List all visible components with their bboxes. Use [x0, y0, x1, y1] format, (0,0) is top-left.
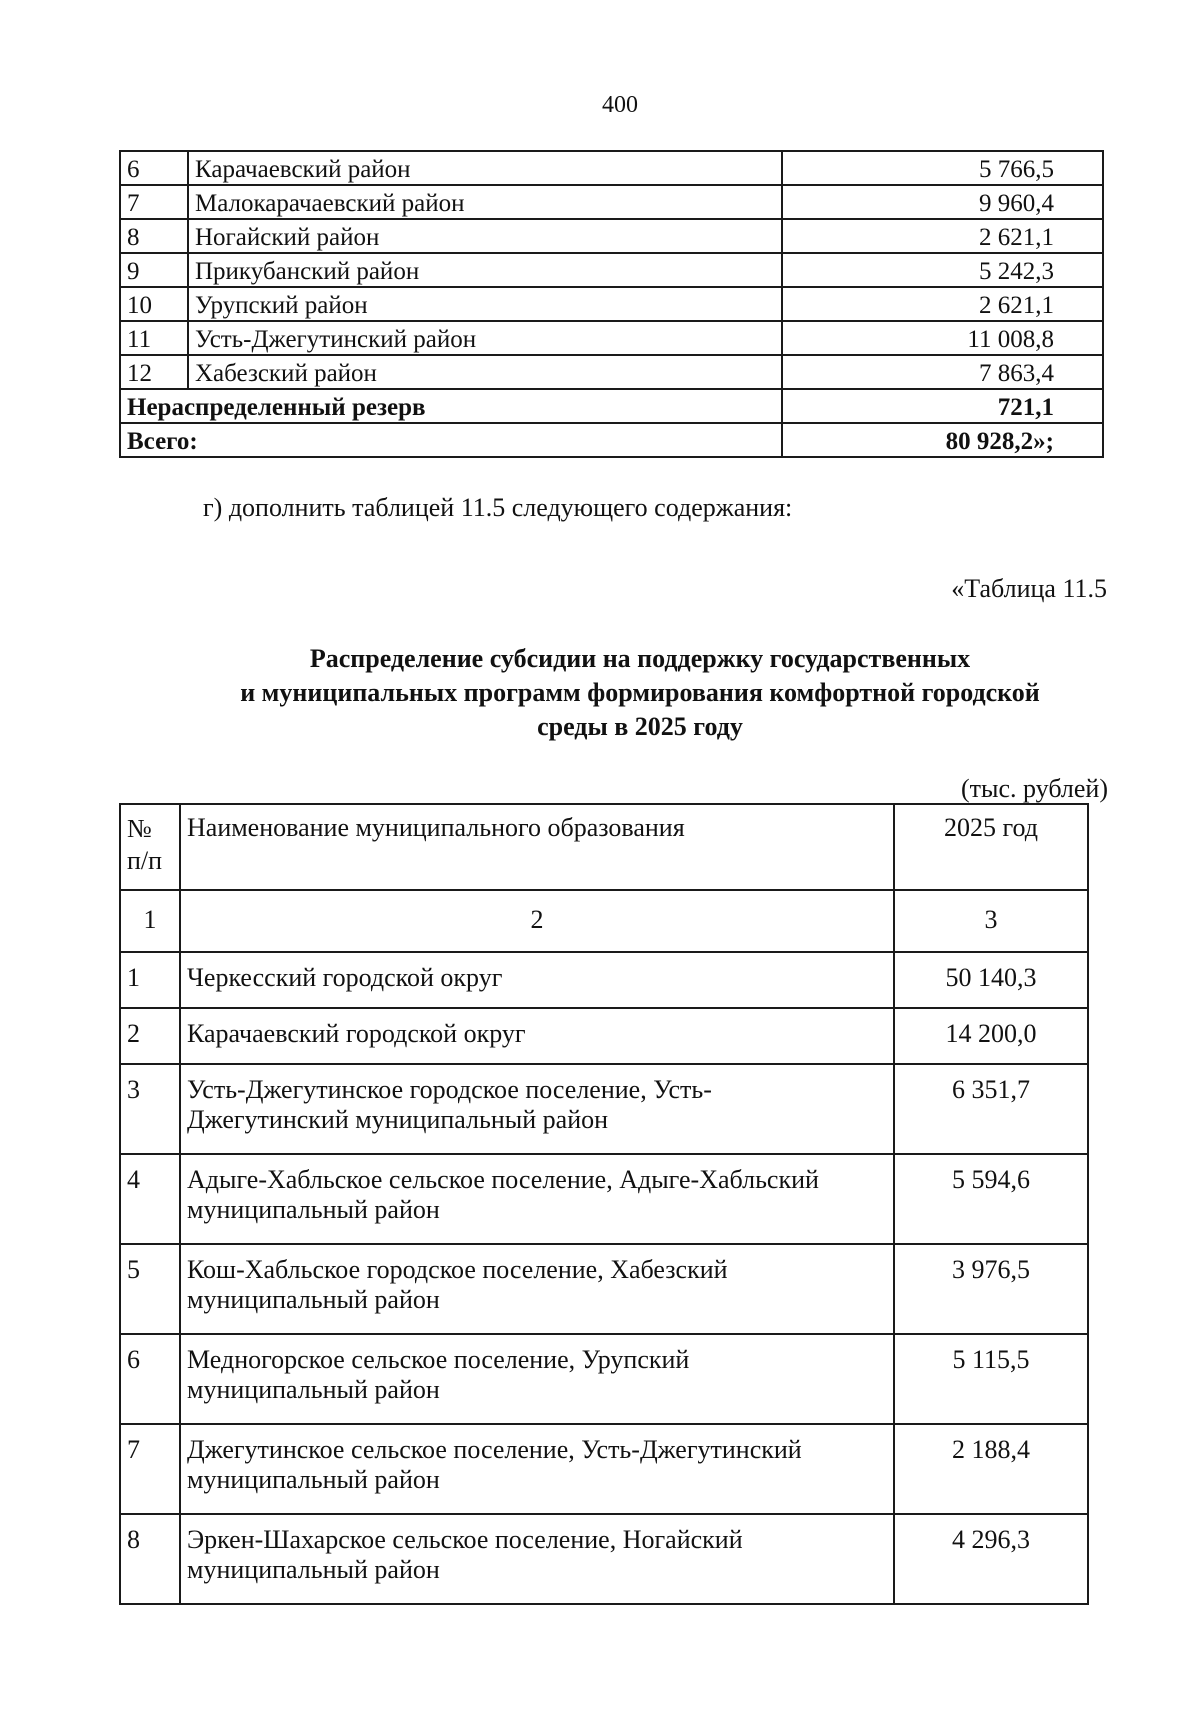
header-number-symbol: №: [127, 814, 152, 843]
name-line: Медногорское сельское поселение, Урупский: [187, 1345, 690, 1374]
subsidy-value: 6 351,7: [894, 1064, 1088, 1154]
column-index-row: [120, 890, 1088, 952]
instruction-text: г) дополнить таблицей 11.5 следующего содержания:: [203, 493, 793, 522]
total-row: [120, 423, 1103, 457]
name-line: Джегутинский муниципальный район: [187, 1105, 609, 1134]
header-row: [120, 804, 1088, 890]
row-number: 12: [120, 355, 188, 389]
district-value: 5 766,5: [782, 151, 1103, 185]
municipality-name: [180, 1244, 894, 1334]
table-label: «Таблица 11.5: [951, 574, 1107, 603]
name-line: муниципальный район: [187, 1195, 440, 1224]
header-number-abbr: п/п: [127, 846, 163, 875]
table-row: [120, 1244, 1088, 1334]
district-value: 11 008,8: [782, 321, 1103, 355]
subsidy-value: 14 200,0: [894, 1008, 1088, 1064]
name-line: Эркен-Шахарское сельское поселение, Ногайский: [187, 1525, 743, 1554]
heading-line: среды в 2025 году: [537, 712, 743, 741]
row-number: 5: [120, 1244, 180, 1334]
municipality-name: [180, 1154, 894, 1244]
column-index: 3: [894, 890, 1088, 952]
page-number: 400: [602, 92, 638, 118]
row-number: 7: [120, 185, 188, 219]
name-line: Усть-Джегутинское городское поселение, Усть-: [187, 1075, 712, 1104]
row-number: 8: [120, 1514, 180, 1604]
table-row: [120, 253, 1103, 287]
row-number: 9: [120, 253, 188, 287]
row-number: 10: [120, 287, 188, 321]
table-row: [120, 1154, 1088, 1244]
name-line: муниципальный район: [187, 1465, 440, 1494]
subsidy-value: 4 296,3: [894, 1514, 1088, 1604]
municipality-name: [180, 1064, 894, 1154]
row-number: 7: [120, 1424, 180, 1514]
table-row: [120, 952, 1088, 1008]
district-name: Урупский район: [188, 287, 782, 321]
total-value: 80 928,2»;: [782, 423, 1103, 457]
name-line: Джегутинское сельское поселение, Усть-Джегутинский: [187, 1435, 802, 1464]
table-row: [120, 185, 1103, 219]
district-name: Прикубанский район: [188, 253, 782, 287]
subsidy-value: 3 976,5: [894, 1244, 1088, 1334]
name-line: муниципальный район: [187, 1375, 440, 1404]
heading-line: Распределение субсидии на поддержку государственных: [309, 644, 971, 673]
name-line: Адыге-Хабльское сельское поселение, Адыге-Хабльский: [187, 1165, 819, 1194]
district-value: 9 960,4: [782, 185, 1103, 219]
row-number: 6: [120, 1334, 180, 1424]
municipality-name: [180, 1424, 894, 1514]
district-name: Карачаевский район: [188, 151, 782, 185]
district-value: 7 863,4: [782, 355, 1103, 389]
table-row: [120, 321, 1103, 355]
municipality-name: [180, 1334, 894, 1424]
table-row: [120, 1334, 1088, 1424]
district-name: Малокарачаевский район: [188, 185, 782, 219]
district-name: Ногайский район: [188, 219, 782, 253]
districts-table: [119, 150, 1104, 458]
column-header-number: [120, 804, 180, 890]
reserve-label: Нераспределенный резерв: [120, 389, 782, 423]
table-row: [120, 1064, 1088, 1154]
table-row: [120, 355, 1103, 389]
column-header-year: 2025 год: [894, 804, 1088, 890]
district-value: 5 242,3: [782, 253, 1103, 287]
subsidy-table: [119, 803, 1089, 1605]
row-number: 6: [120, 151, 188, 185]
table-row: [120, 1008, 1088, 1064]
table-row: [120, 1424, 1088, 1514]
row-number: 1: [120, 952, 180, 1008]
table-row: [120, 1514, 1088, 1604]
column-index: 2: [180, 890, 894, 952]
row-number: 3: [120, 1064, 180, 1154]
district-value: 2 621,1: [782, 287, 1103, 321]
row-number: 8: [120, 219, 188, 253]
column-header-name: Наименование муниципального образования: [180, 804, 894, 890]
district-value: 2 621,1: [782, 219, 1103, 253]
unit-label: (тыс. рублей): [960, 774, 1108, 803]
name-line: Кош-Хабльское городское поселение, Хабезский: [187, 1255, 728, 1284]
column-index: 1: [120, 890, 180, 952]
name-line: муниципальный район: [187, 1555, 440, 1584]
district-name: Усть-Джегутинский район: [188, 321, 782, 355]
municipality-name: Черкесский городской округ: [180, 952, 894, 1008]
row-number: 11: [120, 321, 188, 355]
row-number: 2: [120, 1008, 180, 1064]
table-heading: [140, 642, 1140, 744]
row-number: 4: [120, 1154, 180, 1244]
subsidy-value: 2 188,4: [894, 1424, 1088, 1514]
subsidy-value: 50 140,3: [894, 952, 1088, 1008]
heading-line: и муниципальных программ формирования комфортной городской: [240, 678, 1040, 707]
municipality-name: [180, 1514, 894, 1604]
table-row: [120, 151, 1103, 185]
subsidy-value: 5 115,5: [894, 1334, 1088, 1424]
reserve-value: 721,1: [782, 389, 1103, 423]
subsidy-value: 5 594,6: [894, 1154, 1088, 1244]
municipality-name: Карачаевский городской округ: [180, 1008, 894, 1064]
table-row: [120, 287, 1103, 321]
total-label: Всего:: [120, 423, 782, 457]
name-line: муниципальный район: [187, 1285, 440, 1314]
reserve-row: [120, 389, 1103, 423]
table-row: [120, 219, 1103, 253]
district-name: Хабезский район: [188, 355, 782, 389]
